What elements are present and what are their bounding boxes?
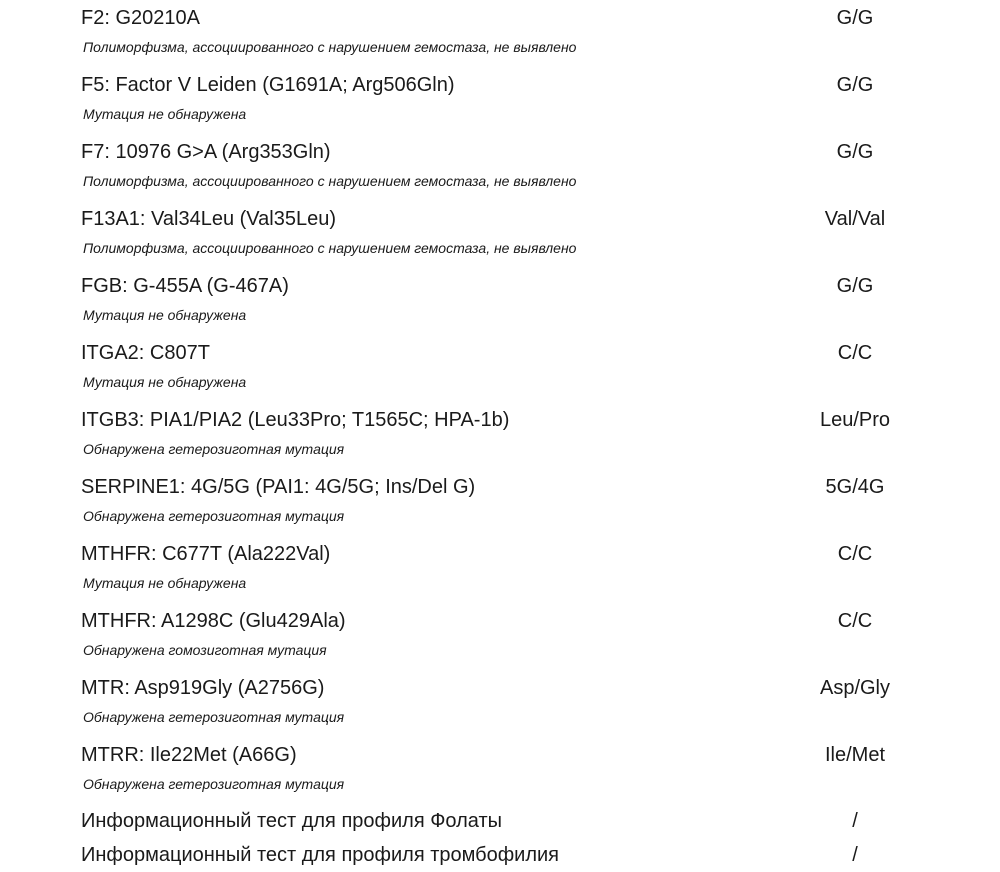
result-row-serpine1: [0, 469, 1000, 536]
info-test-value: /: [852, 810, 858, 832]
genotype-value: Val/Val: [824, 208, 886, 230]
test-name: MTR: Asp919Gly (A2756G): [81, 677, 325, 699]
genotype-value: Asp/Gly: [819, 677, 891, 699]
test-name: ITGA2: C807T: [81, 342, 210, 364]
interpretation-note: Обнаружена гетерозиготная мутация: [83, 709, 345, 725]
interpretation-note: Обнаружена гетерозиготная мутация: [83, 508, 345, 524]
test-name: FGB: G-455A (G-467A): [81, 275, 289, 297]
test-name: MTRR: Ile22Met (A66G): [81, 744, 297, 766]
interpretation-note: Мутация не обнаружена: [83, 106, 247, 122]
genotype-value: 5G/4G: [825, 476, 885, 498]
result-row-mtrr: [0, 737, 1000, 804]
interpretation-note: Мутация не обнаружена: [83, 307, 247, 323]
interpretation-note: Полиморфизма, ассоциированного с нарушением гемостаза, не выявлено: [83, 39, 577, 55]
info-test-name: Информационный тест для профиля тромбофилия: [81, 844, 560, 866]
result-row-mthfr-a1298c: [0, 603, 1000, 670]
test-name: SERPINE1: 4G/5G (PAI1: 4G/5G; Ins/Del G): [81, 476, 476, 498]
genotype-value: C/C: [837, 342, 873, 364]
result-row-mthfr-c677t: [0, 536, 1000, 603]
genotype-value: G/G: [836, 7, 874, 29]
result-row-f13a1: [0, 201, 1000, 268]
result-row-f2: [0, 0, 1000, 67]
genotype-value: G/G: [836, 275, 874, 297]
test-name: F13A1: Val34Leu (Val35Leu): [81, 208, 336, 230]
test-name: F5: Factor V Leiden (G1691A; Arg506Gln): [81, 74, 455, 96]
interpretation-note: Обнаружена гетерозиготная мутация: [83, 441, 345, 457]
info-row-folate: [0, 804, 1000, 838]
genotype-value: Leu/Pro: [819, 409, 891, 431]
interpretation-note: Полиморфизма, ассоциированного с нарушением гемостаза, не выявлено: [83, 240, 577, 256]
result-row-fgb: [0, 268, 1000, 335]
test-name: F2: G20210A: [81, 7, 200, 29]
genotype-value: G/G: [836, 141, 874, 163]
interpretation-note: Полиморфизма, ассоциированного с нарушением гемостаза, не выявлено: [83, 173, 577, 189]
interpretation-note: Мутация не обнаружена: [83, 374, 247, 390]
genotype-value: C/C: [837, 543, 873, 565]
genotype-value: G/G: [836, 74, 874, 96]
test-name: MTHFR: C677T (Ala222Val): [81, 543, 331, 565]
info-row-thrombophilia: [0, 838, 1000, 872]
result-row-mtr: [0, 670, 1000, 737]
test-name: F7: 10976 G>A (Arg353Gln): [81, 141, 331, 163]
test-name: ITGB3: PIA1/PIA2 (Leu33Pro; T1565C; HPA-1b): [81, 409, 510, 431]
test-name: MTHFR: A1298C (Glu429Ala): [81, 610, 346, 632]
interpretation-note: Обнаружена гомозиготная мутация: [83, 642, 327, 658]
result-row-itga2: [0, 335, 1000, 402]
genotype-value: C/C: [837, 610, 873, 632]
genotype-value: Ile/Met: [824, 744, 886, 766]
info-test-value: /: [852, 844, 858, 866]
result-row-f5: [0, 67, 1000, 134]
interpretation-note: Мутация не обнаружена: [83, 575, 247, 591]
interpretation-note: Обнаружена гетерозиготная мутация: [83, 776, 345, 792]
result-row-itgb3: [0, 402, 1000, 469]
info-test-name: Информационный тест для профиля Фолаты: [81, 810, 502, 832]
result-row-f7: [0, 134, 1000, 201]
